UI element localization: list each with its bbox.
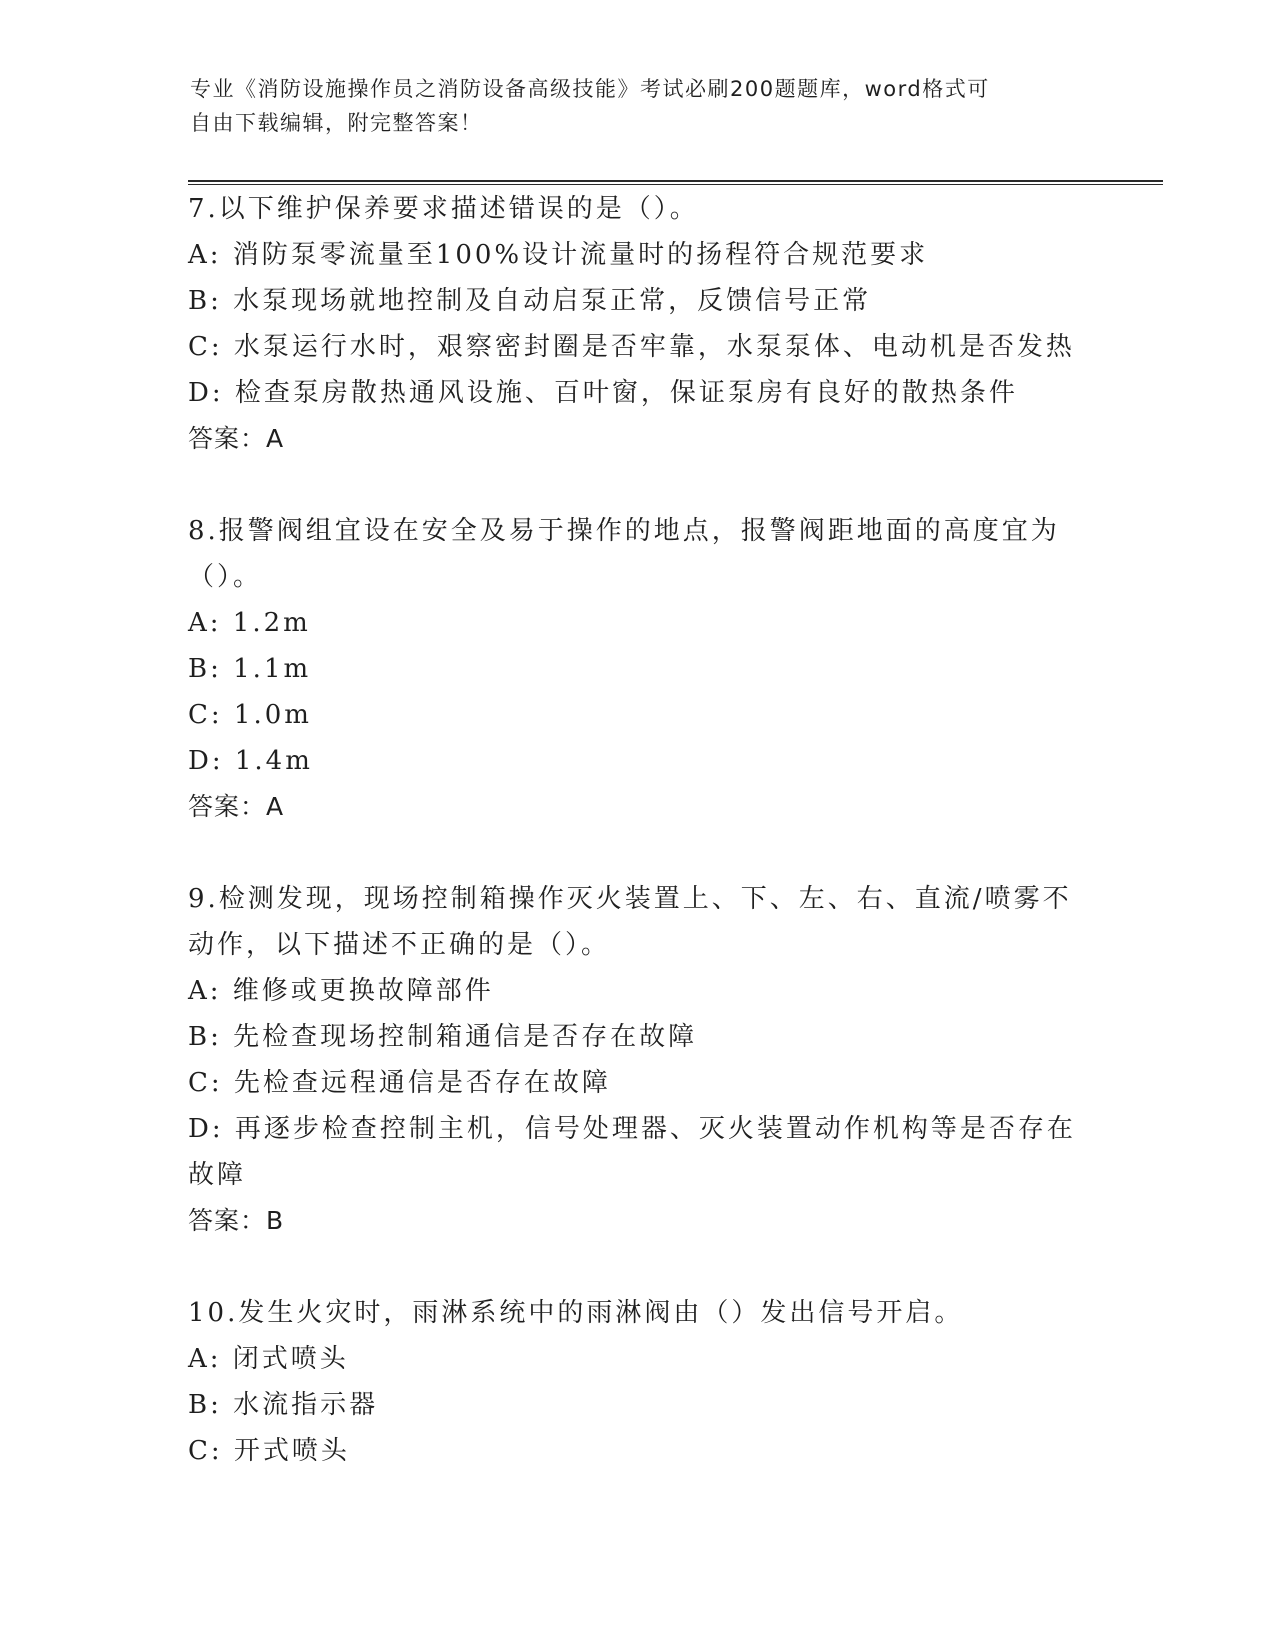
answer-option: D: 1.4m: [188, 746, 313, 776]
header-line-2: 自由下载编辑，附完整答案！: [190, 111, 483, 135]
question-stem: （）。: [188, 562, 263, 592]
answer-option: A: 维修或更换故障部件: [188, 976, 494, 1006]
answer-option: C: 开式喷头: [188, 1436, 350, 1466]
question-spacer: [188, 462, 1088, 508]
answer-option: B: 水泵现场就地控制及自动启泵正常，反馈信号正常: [188, 286, 872, 316]
answer-option: A: 闭式喷头: [188, 1344, 349, 1374]
answer-option: A: 1.2m: [188, 608, 311, 638]
question-spacer: [188, 1244, 1088, 1290]
question-stem: 8.报警阀组宜设在安全及易于操作的地点，报警阀距地面的高度宜为: [188, 516, 1060, 546]
header-line-1: 专业《消防设施操作员之消防设备高级技能》考试必刷200题题库，word格式可: [190, 77, 990, 101]
question-block: [188, 508, 1088, 876]
question-block: [188, 876, 1088, 1290]
answer-option: D: 再逐步检查控制主机，信号处理器、灭火装置动作机构等是否存在: [188, 1114, 1076, 1144]
answer-option: D: 检查泵房散热通风设施、百叶窗，保证泵房有良好的散热条件: [188, 378, 1018, 408]
question-stem: 9.检测发现，现场控制箱操作灭火装置上、下、左、右、直流/喷雾不: [188, 884, 1072, 914]
question-spacer: [188, 830, 1088, 876]
header-divider: [188, 180, 1163, 182]
header-divider-thin: [188, 184, 1163, 185]
answer-key: 答案：A: [188, 424, 285, 453]
answer-key: 答案：A: [188, 792, 285, 821]
answer-option: B: 1.1m: [188, 654, 312, 684]
answer-key: 答案：B: [188, 1206, 285, 1235]
answer-option: B: 先检查现场控制箱通信是否存在故障: [188, 1022, 698, 1052]
answer-option: C: 先检查远程通信是否存在故障: [188, 1068, 611, 1098]
question-block: [188, 1290, 1088, 1474]
answer-option: A: 消防泵零流量至100%设计流量时的扬程符合规范要求: [188, 240, 929, 270]
answer-option: C: 1.0m: [188, 700, 312, 730]
answer-option: 故障: [188, 1160, 247, 1190]
answer-option: B: 水流指示器: [188, 1390, 379, 1420]
question-stem: 7.以下维护保养要求描述错误的是（）。: [188, 194, 699, 224]
question-stem: 动作，以下描述不正确的是（）。: [188, 930, 611, 960]
question-stem: 10.发生火灾时，雨淋系统中的雨淋阀由（）发出信号开启。: [188, 1298, 964, 1328]
question-block: [188, 186, 1088, 508]
answer-option: C: 水泵运行水时，艰察密封圈是否牢靠，水泵泵体、电动机是否发热: [188, 332, 1075, 362]
question-list: [188, 186, 1088, 1474]
document-header: [190, 72, 1090, 140]
